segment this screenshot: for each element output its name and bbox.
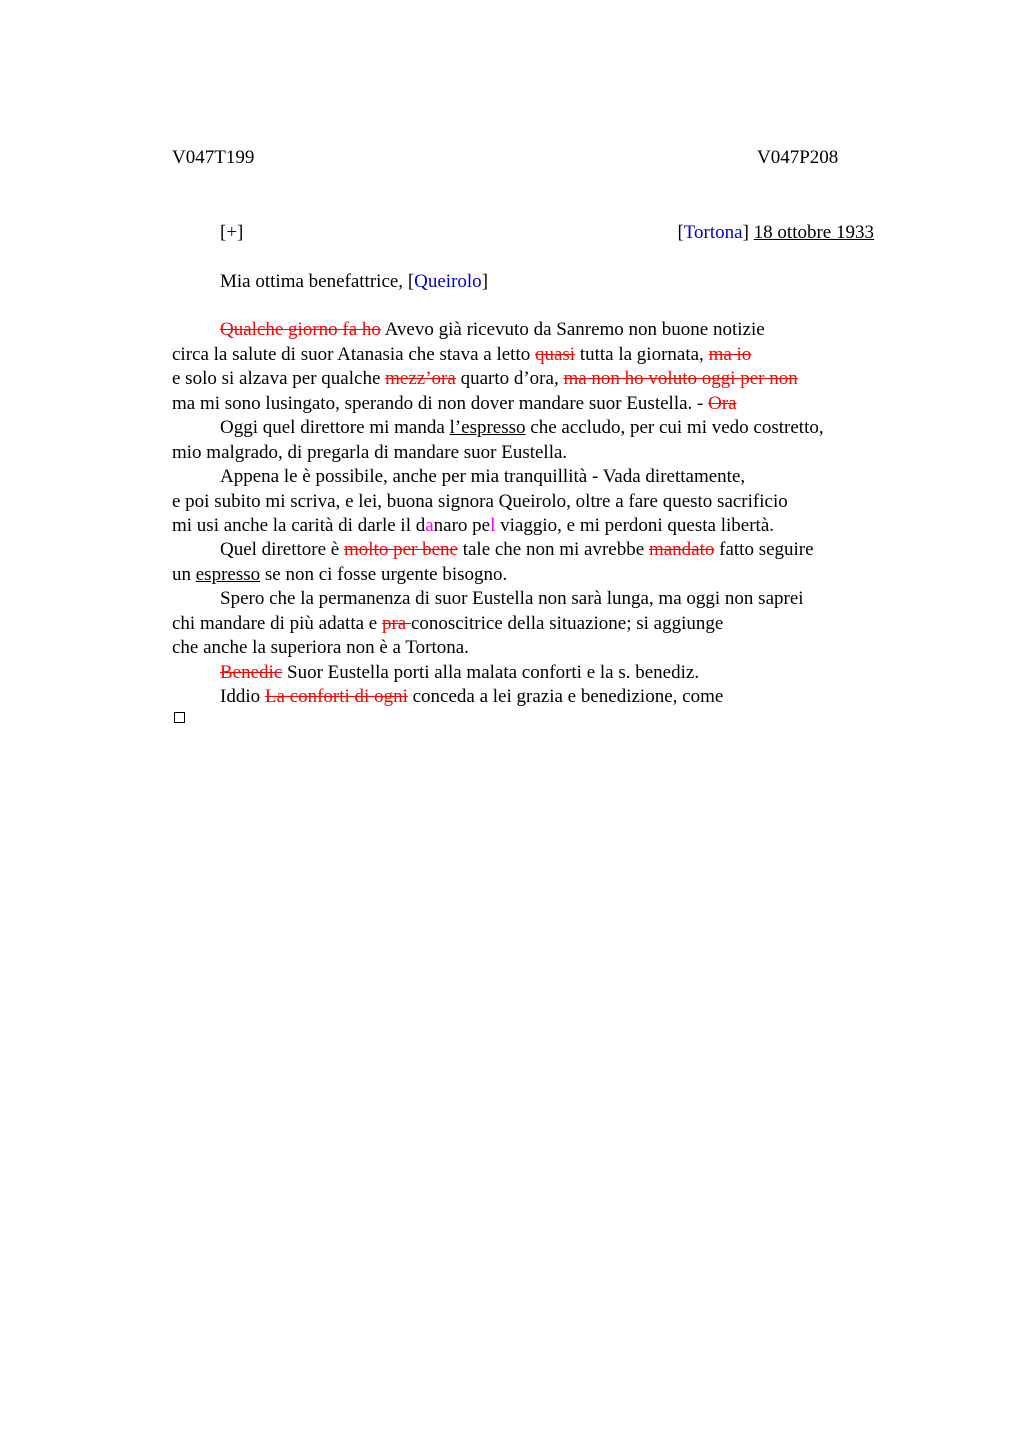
body-line: [220, 685, 723, 709]
text: circa la salute di suor Atanasia che stava a letto: [172, 344, 535, 365]
body-line: [172, 367, 798, 391]
text: chi mandare di più adatta e: [172, 613, 382, 634]
body-line: [172, 343, 751, 367]
body-line: Appena le è possibile, anche per mia tranquillità - Vada direttamente,: [220, 466, 746, 487]
text: Iddio: [220, 686, 265, 707]
text: Oggi quel direttore mi manda: [220, 417, 450, 438]
text: mi usi anche la carità di darle il d: [172, 515, 426, 536]
bracket: [: [220, 222, 227, 243]
body-line: [220, 661, 699, 685]
deletion: Benedic: [220, 662, 283, 683]
document-code-right: V047P208: [757, 147, 839, 168]
underlined-word: espresso: [195, 564, 261, 585]
continuation-checkbox-icon[interactable]: [174, 712, 185, 723]
body-line: [220, 318, 765, 342]
text: fatto seguire: [714, 539, 814, 560]
text: tutta la giornata,: [575, 344, 709, 365]
deletion: ma non ho voluto oggi per non: [563, 368, 798, 389]
underlined-word: l’espresso: [449, 417, 526, 438]
text: e solo si alzava per qualche: [172, 368, 386, 389]
deletion: Ora: [708, 393, 737, 414]
body-line: mio malgrado, di pregarla di mandare suor Eustella.: [172, 442, 568, 463]
bracket: ]: [742, 222, 749, 243]
salutation-text: Mia ottima benefattrice,: [220, 271, 408, 292]
deletion: quasi: [534, 344, 576, 365]
text: quarto d’ora,: [455, 368, 564, 389]
text: se non ci fosse urgente bisogno.: [260, 564, 508, 585]
text: Avevo già ricevuto da Sanremo non buone notizie: [380, 319, 765, 340]
body-line: [172, 392, 737, 416]
body-line: Spero che la permanenza di suor Eustella non sarà lunga, ma oggi non saprei: [220, 588, 804, 609]
text: conoscitrice della situazione; si aggiunge: [410, 613, 724, 634]
text: naro pe: [433, 515, 491, 536]
letter-date: 18 ottobre 1933: [753, 222, 874, 243]
document-code-left: V047T199: [172, 147, 255, 168]
body-line: [172, 514, 774, 538]
text: conceda a lei grazia e benedizione, come: [407, 686, 724, 707]
deletion: La conforti di ogni: [264, 686, 408, 707]
text: viaggio, e mi perdoni questa libertà.: [495, 515, 774, 536]
text: un: [172, 564, 196, 585]
body-line: che anche la superiora non è a Tortona.: [172, 637, 469, 658]
recipient-link[interactable]: Queirolo: [414, 271, 482, 292]
deletion: mezz’ora: [385, 368, 456, 389]
body-line: [220, 538, 814, 562]
text: tale che non mi avrebbe: [457, 539, 649, 560]
deletion: ma io: [708, 344, 752, 365]
correction-letter: a: [425, 515, 434, 536]
salutation: Mia ottima benefattrice, [Queirolo]: [220, 271, 489, 292]
body-line: [172, 563, 507, 587]
deletion: Qualche giorno fa ho: [220, 319, 381, 340]
body-line: e poi subito mi scriva, e lei, buona signora Queirolo, oltre a fare questo sacrificio: [172, 491, 788, 512]
text: Suor Eustella porti alla malata conforti e la s. benediz.: [282, 662, 700, 683]
correction-letter: l: [490, 515, 496, 536]
bracket: [: [677, 222, 684, 243]
text: Quel direttore è: [220, 539, 344, 560]
deletion: mandato: [648, 539, 715, 560]
plus-link[interactable]: +: [226, 222, 238, 243]
deletion: pra: [381, 613, 411, 634]
deletion: molto per bene: [343, 539, 458, 560]
place-link[interactable]: Tortona: [683, 222, 743, 243]
editorial-marker: [220, 222, 243, 244]
body-line: [220, 416, 824, 440]
text: che accludo, per cui mi vedo costretto,: [525, 417, 824, 438]
text: ma mi sono lusingato, sperando di non dover mandare suor Eustella. -: [172, 393, 709, 414]
dateline: [677, 222, 874, 244]
body-line: [172, 612, 723, 636]
bracket: ]: [237, 222, 244, 243]
